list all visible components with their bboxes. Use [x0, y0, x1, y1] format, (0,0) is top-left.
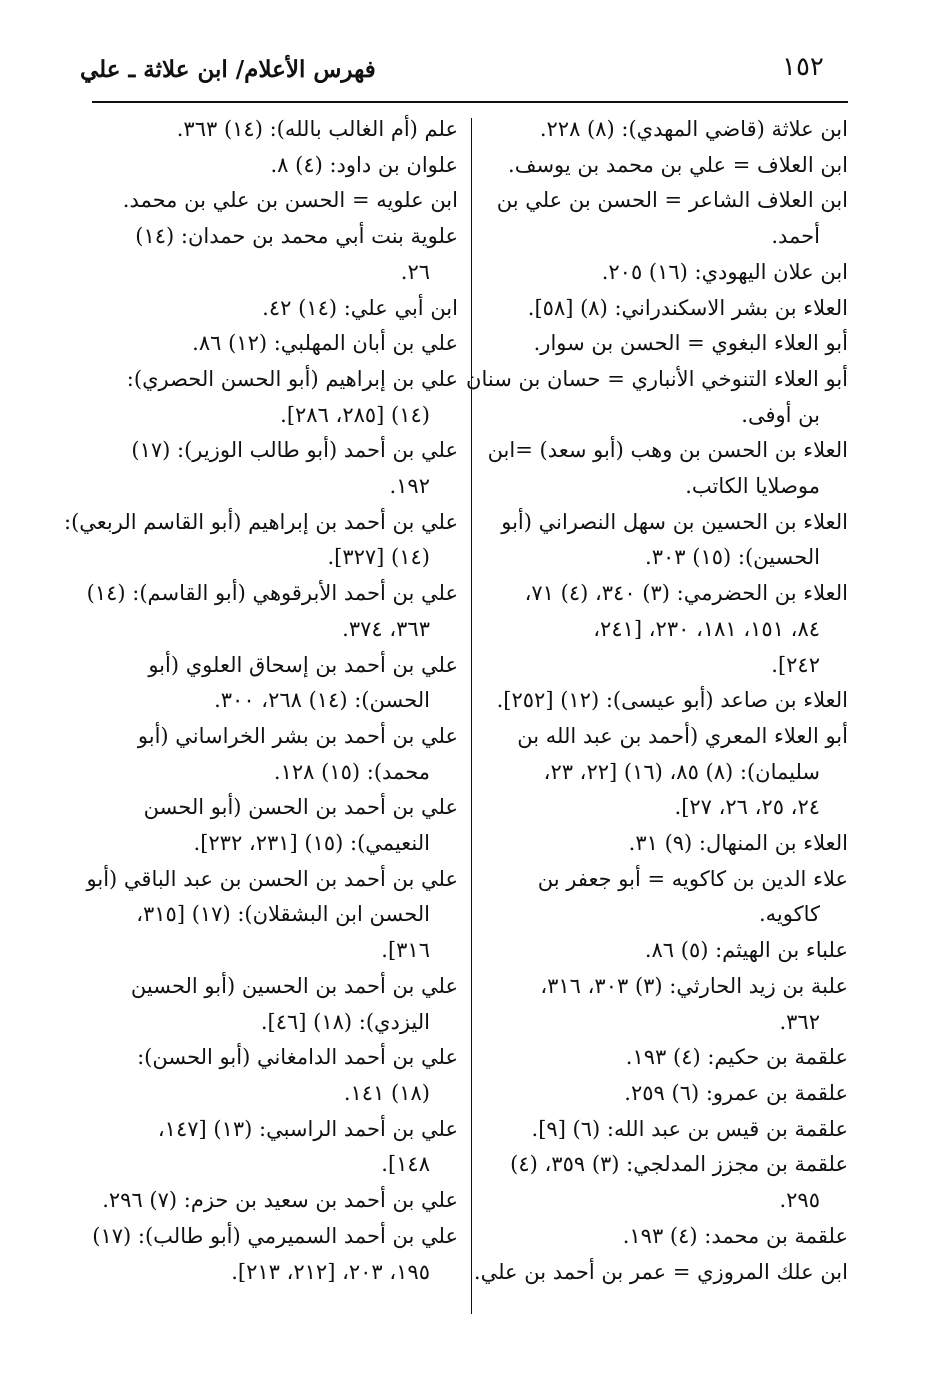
index-entry: [96, 969, 458, 1040]
entry-continuation-line: ٣١٦].: [381, 938, 430, 963]
entry-heading-line: علقمة بن قيس بن عبد الله: (٦) [٩].: [531, 1116, 848, 1141]
entry-continuation-line: ٣٦٢.: [779, 1009, 820, 1034]
index-entry: [486, 433, 848, 504]
entry-heading-line: العلاء بن صاعد (أبو عيسى): (١٢) [٢٥٢].: [496, 688, 848, 713]
index-entry: [486, 1219, 848, 1255]
index-entry: [92, 1219, 458, 1290]
entry-continuation-line: أحمد.: [771, 224, 820, 249]
index-entry: [486, 1076, 848, 1112]
entry-continuation-line: ٢٤٢].: [771, 652, 820, 677]
entry-continuation-line: الحسين): (١٥) ٣٠٣.: [645, 545, 820, 570]
column-divider: [471, 118, 472, 1314]
entry-heading-line: علبة بن زيد الحارثي: (٣) ٣٠٣، ٣١٦،: [540, 973, 848, 998]
index-entry: [96, 148, 458, 184]
index-entry: [486, 505, 848, 576]
entry-continuation-line: اليزدي): (١٨) [٤٦].: [260, 1009, 430, 1034]
index-entry: [96, 326, 458, 362]
index-entry: [486, 862, 848, 933]
running-header: فهرس الأعلام/ ابن علاثة ـ علي: [80, 56, 376, 83]
entry-continuation-line: ٢٦.: [400, 259, 430, 284]
index-entry: [96, 219, 458, 290]
entry-continuation-line: كاكويه.: [758, 902, 820, 927]
entry-continuation-line: ٢٤، ٢٥، ٢٦، ٢٧].: [674, 795, 820, 820]
entry-heading-line: ابن علويه = الحسن بن علي بن محمد.: [122, 188, 458, 213]
entry-heading-line: العلاء بن الحسن بن وهب (أبو سعد) =ابن: [487, 438, 848, 463]
index-entry: [96, 648, 458, 719]
index-entry: [486, 933, 848, 969]
entry-heading-line: العلاء بن الحضرمي: (٣) ٣٤٠، (٤) ٧١،: [524, 581, 848, 606]
entry-heading-line: علقمة بن محمد: (٤) ١٩٣.: [622, 1223, 848, 1248]
index-entry: [96, 183, 458, 219]
entry-continuation-line: ١٩٢.: [389, 474, 430, 499]
index-entry: [96, 433, 458, 504]
index-entry: [96, 112, 458, 148]
index-entry: [486, 326, 848, 362]
entry-heading-line: علباء بن الهيثم: (٥) ٨٦.: [644, 938, 848, 963]
index-entry: [486, 826, 848, 862]
entry-heading-line: علي بن أحمد الدامغاني (أبو الحسن):: [137, 1045, 458, 1070]
entry-heading-line: العلاء بن بشر الاسكندراني: (٨) [٥٨].: [527, 295, 848, 320]
entry-continuation-line: ٣٦٣، ٣٧٤.: [342, 616, 430, 641]
index-entry: [486, 1147, 848, 1218]
index-entry: [486, 183, 848, 254]
entry-continuation-line: الحسن): (١٤) ٢٦٨، ٣٠٠.: [214, 688, 430, 713]
index-entry: [486, 1040, 848, 1076]
entry-continuation-line: ٢٩٥.: [779, 1188, 820, 1213]
entry-continuation-line: الحسن ابن البشقلان): (١٧) [٣١٥،: [136, 902, 430, 927]
entry-heading-line: علي بن أحمد السميرمي (أبو طالب): (١٧): [92, 1223, 458, 1248]
entry-heading-line: علي بن أحمد بن إبراهيم (أبو القاسم الربعي):: [64, 509, 458, 534]
index-entry: [466, 362, 848, 433]
entry-heading-line: ابن علك المروزي = عمر بن أحمد بن علي.: [473, 1259, 848, 1284]
index-column-right: [466, 112, 848, 1290]
entry-heading-line: أبو العلاء التنوخي الأنباري = حسان بن سنان: [466, 366, 848, 391]
index-entry: [96, 1040, 458, 1111]
entry-heading-line: علقمة بن حكيم: (٤) ١٩٣.: [625, 1045, 848, 1070]
entry-heading-line: علوان بن داود: (٤) ٨.: [270, 152, 458, 177]
index-entry: [486, 148, 848, 184]
entry-heading-line: علي بن أحمد بن الحسن (أبو الحسن: [143, 795, 458, 820]
entry-heading-line: علي بن أحمد بن الحسين (أبو الحسين: [130, 973, 458, 998]
index-entry: [86, 576, 458, 647]
index-column-left: [64, 112, 458, 1290]
entry-heading-line: علقمة بن عمرو: (٦) ٢٥٩.: [624, 1080, 848, 1105]
entry-heading-line: علاء الدين بن كاكويه = أبو جعفر بن: [537, 866, 848, 891]
entry-heading-line: أبو العلاء المعري (أحمد بن عبد الله بن: [517, 723, 848, 748]
index-entry: [96, 1183, 458, 1219]
index-entry: [64, 505, 458, 576]
entry-heading-line: علي بن أحمد بن سعيد بن حزم: (٧) ٢٩٦.: [102, 1188, 458, 1213]
entry-heading-line: العلاء بن الحسين بن سهل النصراني (أبو: [501, 509, 848, 534]
entry-continuation-line: ١٩٥، ٢٠٣، [٢١٢، ٢١٣].: [231, 1259, 430, 1284]
entry-continuation-line: ٨٤، ١٥١، ١٨١، ٢٣٠، [٢٤١،: [593, 616, 820, 641]
entry-heading-line: علي بن أحمد الأبرقوهي (أبو القاسم): (١٤): [86, 581, 458, 606]
entry-continuation-line: سليمان): (٨) ٨٥، (١٦) [٢٢، ٢٣،: [543, 759, 820, 784]
entry-continuation-line: بن أوفى.: [741, 402, 820, 427]
entry-heading-line: علي بن أحمد بن بشر الخراساني (أبو: [137, 723, 458, 748]
entry-continuation-line: (١٤) [٢٨٥، ٢٨٦].: [280, 402, 430, 427]
index-entry: [486, 719, 848, 826]
entry-heading-line: ابن علاثة (قاضي المهدي): (٨) ٢٢٨.: [539, 117, 848, 141]
entry-heading-line: ابن العلاف = علي بن محمد بن يوسف.: [508, 152, 848, 177]
entry-heading-line: أبو العلاء البغوي = الحسن بن سوار.: [533, 331, 848, 356]
entry-continuation-line: موصلايا الكاتب.: [685, 474, 820, 499]
entry-heading-line: علوية بنت أبي محمد بن حمدان: (١٤): [135, 224, 458, 249]
index-entry: [486, 255, 848, 291]
entry-heading-line: علي بن أحمد (أبو طالب الوزير): (١٧): [131, 438, 458, 463]
page-number: ١٥٢: [782, 52, 824, 82]
index-entry: [96, 362, 458, 433]
index-entry: [96, 1112, 458, 1183]
entry-heading-line: علي بن إبراهيم (أبو الحسن الحصري):: [126, 366, 458, 391]
index-entry: [486, 576, 848, 683]
entry-heading-line: العلاء بن المنهال: (٩) ٣١.: [628, 831, 848, 856]
index-entry: [486, 969, 848, 1040]
index-entry: [96, 291, 458, 327]
entry-heading-line: علي بن أحمد بن إسحاق العلوي (أبو: [148, 652, 458, 677]
index-entry: [486, 1112, 848, 1148]
index-entry: [96, 719, 458, 790]
index-entry: [473, 1255, 848, 1291]
entry-continuation-line: (١٨) ١٤١.: [343, 1080, 430, 1105]
entry-heading-line: علي بن أحمد بن الحسن بن عبد الباقي (أبو: [86, 866, 458, 891]
index-entry: [86, 862, 458, 969]
entry-continuation-line: محمد): (١٥) ١٢٨.: [273, 759, 430, 784]
entry-heading-line: ابن العلاف الشاعر = الحسن بن علي بن: [496, 188, 848, 213]
header-rule: [92, 101, 848, 103]
index-entry: [96, 790, 458, 861]
index-entry: [486, 291, 848, 327]
entry-heading-line: علقمة بن مجزز المدلجي: (٣) ٣٥٩، (٤): [510, 1152, 848, 1177]
entry-heading-line: ابن أبي علي: (١٤) ٤٢.: [262, 295, 458, 320]
index-entry: [486, 683, 848, 719]
entry-continuation-line: (١٤) [٣٢٧].: [327, 545, 430, 570]
entry-heading-line: علي بن أبان المهلبي: (١٢) ٨٦.: [192, 331, 458, 356]
entry-continuation-line: ١٤٨].: [381, 1152, 430, 1177]
index-entry: [486, 112, 848, 148]
entry-heading-line: علي بن أحمد الراسبي: (١٣) [١٤٧،: [157, 1116, 458, 1141]
entry-heading-line: علم (أم الغالب بالله): (١٤) ٣٦٣.: [176, 117, 458, 141]
entry-heading-line: ابن علان اليهودي: (١٦) ٢٠٥.: [601, 259, 848, 284]
entry-continuation-line: النعيمي): (١٥) [٢٣١، ٢٣٢].: [193, 831, 430, 856]
